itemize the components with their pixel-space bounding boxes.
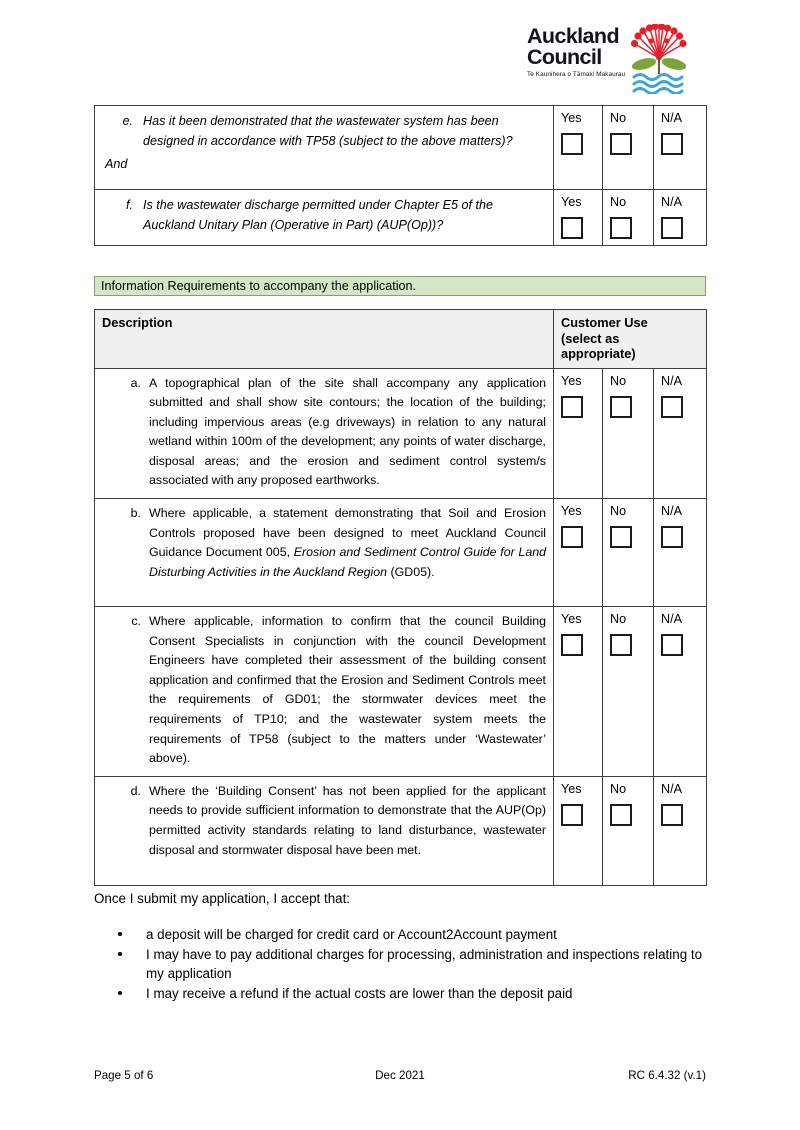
customer-use-line-2: (select as bbox=[561, 330, 620, 346]
option-label-no: No bbox=[610, 781, 627, 796]
and-connector-label: And bbox=[105, 157, 128, 171]
list-item-text: I may have to pay additional charges for processing, administration and inspections relating to my application bbox=[146, 947, 703, 981]
checkbox-na[interactable] bbox=[661, 133, 683, 155]
question-letter: e. bbox=[122, 114, 133, 128]
requirement-cell-b bbox=[95, 499, 554, 607]
page-footer bbox=[94, 1069, 706, 1082]
acceptance-intro-text: Once I submit my application, I accept that: bbox=[94, 891, 351, 906]
list-item-text: a deposit will be charged for credit card or Account2Account payment bbox=[146, 927, 557, 942]
requirement-letter: d. bbox=[130, 783, 141, 798]
requirement-text: Where applicable, information to confirm that the council Building Consent Specialists in conjunction with the council Development Engineers have completed their assessment of the building consent application and confirmed that the Erosion and Sediment Controls meet the requirements of GD01; the stormwater devices meet the requirements of TP10; and the wastewater system meets the requirements of TP58 (subject to the matters under ‘Wastewater’ above). bbox=[149, 614, 546, 766]
logo-maori-subtitle: Te Kaunihera o Tāmaki Makaurau bbox=[527, 71, 626, 78]
option-label-yes: Yes bbox=[561, 111, 582, 125]
requirement-text bbox=[149, 504, 546, 582]
logo-line-council: Council bbox=[527, 45, 602, 69]
option-cell-yes bbox=[554, 776, 603, 885]
option-label-yes: Yes bbox=[561, 612, 582, 627]
acceptance-bullet-list bbox=[94, 925, 706, 1004]
option-cell-yes bbox=[554, 106, 603, 190]
checkbox-no[interactable] bbox=[610, 217, 632, 239]
option-label-no: No bbox=[610, 111, 627, 125]
table-row bbox=[95, 190, 707, 246]
table-row bbox=[95, 368, 707, 499]
option-label-no: No bbox=[610, 612, 627, 627]
checkbox-na[interactable] bbox=[661, 217, 683, 239]
option-cell-no bbox=[603, 368, 654, 499]
option-cell-na bbox=[654, 499, 707, 607]
logo-wordmark bbox=[527, 26, 625, 78]
option-cell-no bbox=[603, 190, 654, 246]
option-cell-no bbox=[603, 607, 654, 777]
customer-use-line-1: Customer Use bbox=[561, 315, 648, 330]
requirement-cell-c bbox=[95, 607, 554, 777]
option-label-yes: Yes bbox=[561, 504, 582, 519]
option-label-na: N/A bbox=[661, 612, 682, 627]
requirement-text-italic-part: Erosion and Sediment Control Guide for Land Disturbing Activities in the Auckland Region bbox=[149, 545, 546, 579]
option-cell-na bbox=[654, 190, 707, 246]
option-label-na: N/A bbox=[661, 781, 682, 796]
table-header-row bbox=[95, 310, 707, 369]
requirement-letter: c. bbox=[131, 614, 141, 629]
information-requirements-table bbox=[94, 309, 707, 886]
requirement-text-part: (GD05). bbox=[387, 564, 435, 579]
pohutukawa-flower-icon bbox=[631, 24, 687, 94]
option-cell-yes bbox=[554, 190, 603, 246]
option-label-na: N/A bbox=[661, 111, 682, 125]
table-row bbox=[95, 776, 707, 885]
option-cell-na bbox=[654, 776, 707, 885]
question-cell-f bbox=[95, 190, 554, 246]
checkbox-no[interactable] bbox=[610, 526, 632, 548]
option-label-yes: Yes bbox=[561, 373, 582, 388]
option-label-no: No bbox=[610, 195, 627, 209]
checkbox-yes[interactable] bbox=[561, 526, 583, 548]
footer-page-number: Page 5 of 6 bbox=[94, 1069, 154, 1082]
logo-line-auckland: Auckland bbox=[527, 24, 619, 48]
option-label-no: No bbox=[610, 504, 627, 519]
checkbox-na[interactable] bbox=[661, 396, 683, 418]
list-item bbox=[94, 984, 706, 1003]
checkbox-no[interactable] bbox=[610, 804, 632, 826]
requirement-letter: a. bbox=[130, 375, 141, 390]
option-label-yes: Yes bbox=[561, 781, 582, 796]
question-text: Has it been demonstrated that the wastewater system has been designed in accordance with TP58 (subject to the above matters)? bbox=[143, 114, 513, 148]
requirement-cell-a bbox=[95, 368, 554, 499]
column-header-customer-use bbox=[554, 310, 707, 369]
wastewater-questions-table bbox=[94, 105, 707, 246]
table-row bbox=[95, 106, 707, 190]
option-label-na: N/A bbox=[661, 373, 682, 388]
requirement-cell-d bbox=[95, 776, 554, 885]
option-cell-yes bbox=[554, 499, 603, 607]
column-header-description: Description bbox=[95, 310, 554, 369]
option-cell-no bbox=[603, 106, 654, 190]
option-cell-no bbox=[603, 776, 654, 885]
question-cell-e bbox=[95, 106, 554, 190]
requirement-text: Where the ‘Building Consent’ has not been applied for the applicant needs to provide sufficient information to demonstrate that the AUP(Op) permitted activity standards relating to land disturbance, wastewater disposal and stormwater disposal have been met. bbox=[149, 783, 546, 857]
auckland-council-logo bbox=[527, 24, 687, 96]
option-cell-na bbox=[654, 368, 707, 499]
bullet-dot-icon bbox=[118, 991, 122, 995]
information-requirements-banner: Information Requirements to accompany the application. bbox=[94, 276, 706, 296]
customer-use-line-3: appropriate) bbox=[561, 346, 636, 361]
list-item-text: I may receive a refund if the actual costs are lower than the deposit paid bbox=[146, 986, 573, 1001]
option-cell-na bbox=[654, 607, 707, 777]
option-label-no: No bbox=[610, 373, 627, 388]
option-cell-na bbox=[654, 106, 707, 190]
checkbox-yes[interactable] bbox=[561, 217, 583, 239]
option-cell-yes bbox=[554, 368, 603, 499]
option-cell-no bbox=[603, 499, 654, 607]
list-item bbox=[94, 925, 706, 944]
checkbox-yes[interactable] bbox=[561, 634, 583, 656]
checkbox-no[interactable] bbox=[610, 396, 632, 418]
bullet-dot-icon bbox=[118, 932, 122, 936]
footer-reference: RC 6.4.32 (v.1) bbox=[628, 1069, 706, 1082]
requirement-text: A topographical plan of the site shall accompany any application submitted and shall show site contours; the location of the building; including impervious areas (e.g driveways) in relation to any natural wetland within 100m of the development; any points of water discharge, disposal areas; and the erosion and sediment control system/s associated with any proposed earthworks. bbox=[149, 375, 546, 488]
requirement-text-part: Where applicable, a statement demonstrating that Soil and Erosion Controls proposed have been designed to meet Auckland Council Guidance Document 005, bbox=[149, 506, 546, 560]
question-letter: f. bbox=[126, 198, 133, 212]
checkbox-na[interactable] bbox=[661, 804, 683, 826]
option-cell-yes bbox=[554, 607, 603, 777]
checkbox-na[interactable] bbox=[661, 526, 683, 548]
question-text: Is the wastewater discharge permitted under Chapter E5 of the Auckland Unitary Plan (Operative in Part) (AUP(Op))? bbox=[143, 198, 494, 232]
requirement-letter: b. bbox=[130, 506, 141, 521]
checkbox-na[interactable] bbox=[661, 634, 683, 656]
option-label-na: N/A bbox=[661, 504, 682, 519]
option-label-yes: Yes bbox=[561, 195, 582, 209]
footer-date: Dec 2021 bbox=[375, 1069, 425, 1082]
checkbox-no[interactable] bbox=[610, 133, 632, 155]
checkbox-yes[interactable] bbox=[561, 804, 583, 826]
table-row bbox=[95, 499, 707, 607]
checkbox-yes[interactable] bbox=[561, 396, 583, 418]
checkbox-no[interactable] bbox=[610, 634, 632, 656]
option-label-na: N/A bbox=[661, 195, 682, 209]
checkbox-yes[interactable] bbox=[561, 133, 583, 155]
list-item bbox=[94, 945, 706, 983]
bullet-dot-icon bbox=[118, 952, 122, 956]
table-row bbox=[95, 607, 707, 777]
